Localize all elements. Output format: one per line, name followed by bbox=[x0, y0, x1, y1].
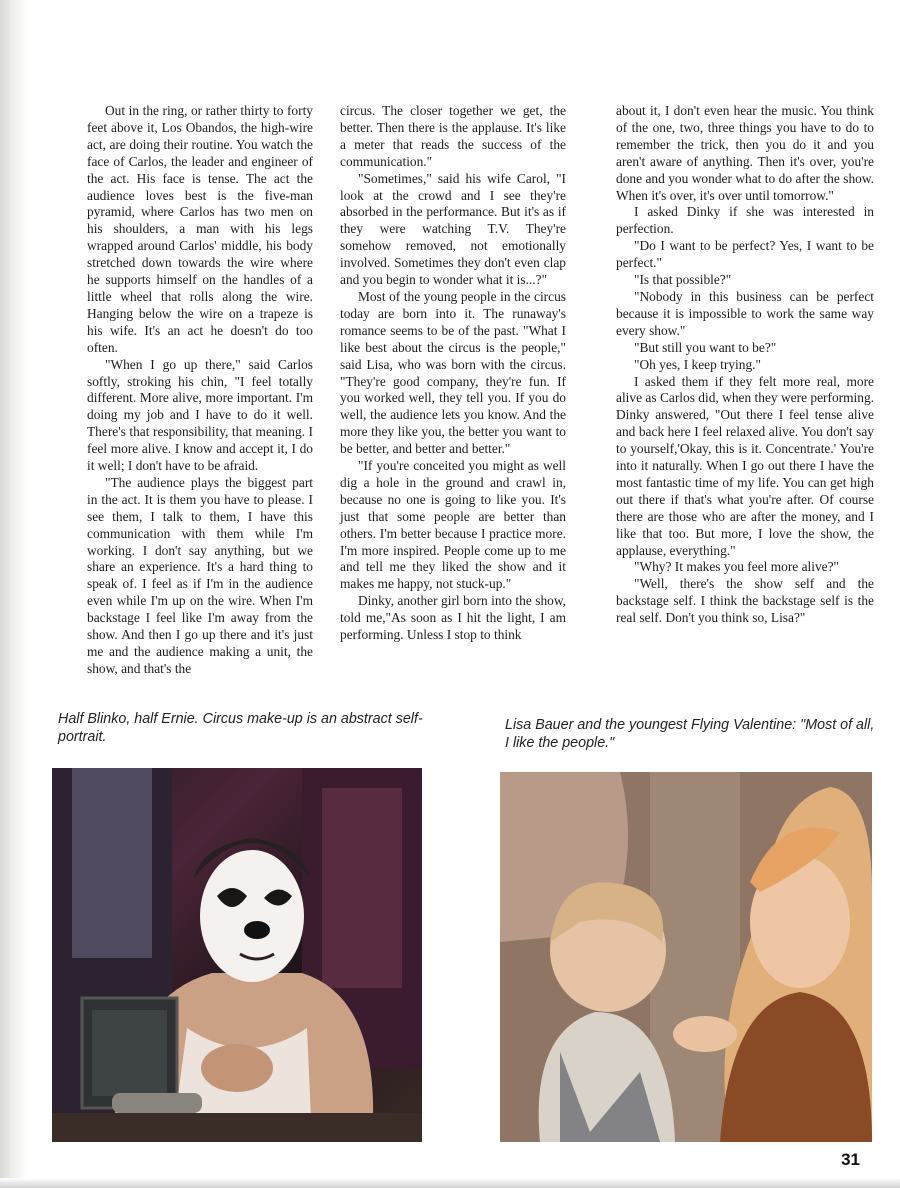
paragraph: I asked them if they felt more real, more alive as Carlos did, when they were performing. Dinky answered, "Out there I feel tense alive and back here I feel relaxed alive. You don't say to yourself,'Okay, this is it. Concentrate.' You're into it naturally. When I go out there I have the most fantastic time of my life. You can get high out there if that's what you're after. Of course there are those who are after the money, and I like that too. But more, I love the show, the applause, everything." bbox=[616, 373, 874, 558]
paragraph: "When I go up there," said Carlos softly, stroking his chin, "I feel totally different. More alive, more important. I'm doing my job and I have to do it well. There's that responsibility, that meaning. I feel more alive. I know and accept it, I do it well; I don't have to be afraid. bbox=[87, 356, 313, 474]
text-column-3 bbox=[616, 103, 874, 627]
page-spine-shadow bbox=[0, 0, 26, 1188]
paragraph: Out in the ring, or rather thirty to forty feet above it, Los Obandos, the high-wire act, are doing their routine. You watch the face of Carlos, the leader and engineer of the act. His face is tense. The act the audience loves best is the five-man pyramid, where Carlos has two men on his shoulders, a man with his legs wrapped around Carlos' middle, his body stretched down towards the wire where he supports himself on the handles of a little wheel that rolls along the wire. Hanging below the wire on a trapeze is his wife. It's an act he doesn't do too often. bbox=[87, 103, 313, 355]
photo-caption-right: Lisa Bauer and the youngest Flying Valentine: "Most of all, I like the people." bbox=[505, 717, 875, 751]
paragraph: "But still you want to be?" bbox=[634, 339, 777, 355]
paragraph: Most of the young people in the circus today are born into it. The runaway's romance seems to be of the past. "What I like best about the circus is the people," said Lisa, who was born with the circus. "They're good company, they're fun. If you worked well, they tell you. If you do well, the audience lets you know. And the more they like you, the better you want to be better, and better and better." bbox=[340, 288, 566, 457]
paragraph: Dinky, another girl born into the show, told me,"As soon as I hit the light, I am performing. Unless I stop to think bbox=[340, 593, 566, 643]
paragraph: I asked Dinky if she was interested in perfection. bbox=[616, 204, 874, 237]
paragraph: "Oh yes, I keep trying." bbox=[634, 356, 761, 372]
paragraph: "The audience plays the biggest part in the act. It is them you have to please. I see them, I talk to them, I have this communication with them while I'm working. I don't say anything, but we share an experience. It's a hard thing to speak of. I feel as if I'm in the audience even while I'm up on the wire. When I'm backstage I feel like I'm away from the show. And then I go up there and it's just me and the audience making a unit, the show, and that's the bbox=[87, 474, 313, 676]
photo-caption-left: Half Blinko, half Ernie. Circus make-up is an abstract self-portrait. bbox=[58, 711, 423, 745]
page-number: 31 bbox=[841, 1150, 860, 1169]
paragraph: "If you're conceited you might as well dig a hole in the ground and crawl in, because no one is going to like you. It's just that some people are better than others. I'm better because I practice more. I'm more inspired. People come up to me and tell me they liked the show and it makes me happy, not stuck-up." bbox=[340, 458, 566, 592]
paragraph: "Why? It makes you feel more alive?" bbox=[634, 559, 840, 575]
paragraph: "Is that possible?" bbox=[634, 272, 732, 288]
paragraph: circus. The closer together we get, the better. Then there is the applause. It's like a meter that reads the success of the communication." bbox=[340, 103, 566, 169]
mother-and-child-photo bbox=[500, 772, 872, 1142]
paragraph: "Sometimes," said his wife Carol, "I look at the crowd and I see they're absorbed in the performance. But it's as if they were watching T.V. They're somehow removed, not emotionally involved. Sometimes they don't even clap and you begin to wonder what it is...?" bbox=[340, 170, 566, 288]
clown-makeup-photo bbox=[52, 768, 422, 1142]
paragraph: "Well, there's the show self and the backstage self. I think the backstage self is the real self. Don't you think so, Lisa?" bbox=[616, 576, 874, 626]
mother-child-photo-illustration bbox=[500, 772, 872, 1142]
page-bottom-edge bbox=[0, 1178, 900, 1188]
clown-photo-illustration bbox=[52, 768, 422, 1142]
paragraph: "Nobody in this business can be perfect because it is impossible to work the same way every show." bbox=[616, 288, 874, 338]
paragraph: "Do I want to be perfect? Yes, I want to be perfect." bbox=[616, 238, 874, 271]
paragraph: about it, I don't even hear the music. You think of the one, two, three things you have to do to remember the trick, then you do it and you aren't aware of anything. Then it's over, you're done and you wonder what to do after the show. When it's over, it's over until tomorrow." bbox=[616, 103, 874, 203]
text-column-1 bbox=[87, 103, 313, 678]
text-column-2 bbox=[340, 103, 566, 644]
